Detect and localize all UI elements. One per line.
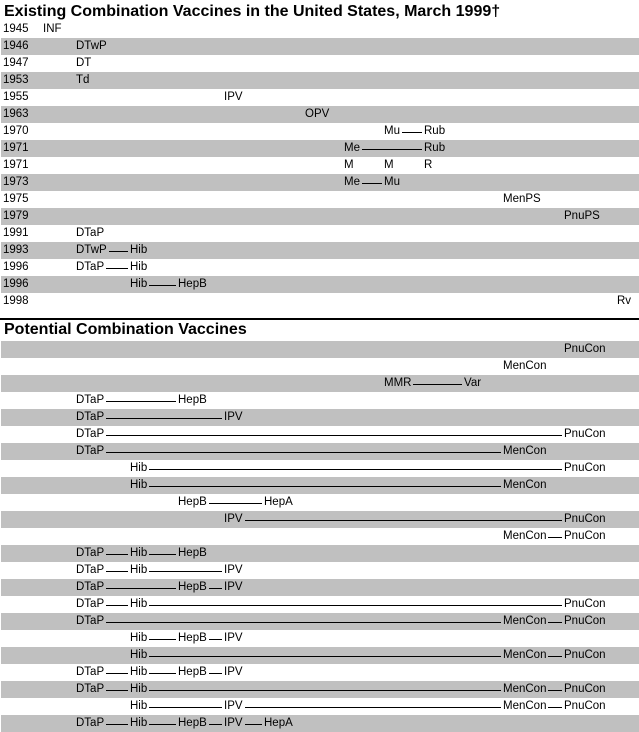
- combination-connector: [106, 435, 562, 436]
- combination-connector: [106, 673, 128, 674]
- vaccine-label: DT: [76, 57, 92, 69]
- table-row: [1, 579, 639, 596]
- vaccine-label: Rub: [424, 125, 446, 137]
- vaccine-label: DTaP: [76, 564, 105, 576]
- table-row: [1, 38, 639, 55]
- vaccine-label: HepA: [264, 717, 293, 729]
- combination-connector: [106, 268, 128, 269]
- combination-connector: [106, 401, 176, 402]
- combination-connector: [149, 554, 176, 555]
- table-row: [1, 443, 639, 460]
- combination-connector: [548, 656, 562, 657]
- combination-connector: [106, 622, 501, 623]
- year-label: 1973: [3, 176, 29, 188]
- table-row: [1, 375, 639, 392]
- table-row: [1, 293, 639, 310]
- vaccine-label: IPV: [224, 564, 243, 576]
- combination-connector: [209, 639, 222, 640]
- vaccine-label: Hib: [130, 244, 148, 256]
- combination-connector: [149, 707, 222, 708]
- vaccine-label: DTaP: [76, 615, 105, 627]
- vaccine-label: PnuCon: [564, 428, 606, 440]
- vaccine-label: IPV: [224, 91, 243, 103]
- vaccine-label: HepB: [178, 666, 207, 678]
- combination-connector: [149, 656, 501, 657]
- existing-vaccines-table: [0, 21, 639, 310]
- vaccine-label: MenCon: [503, 479, 547, 491]
- vaccine-label: Hib: [130, 700, 148, 712]
- vaccine-label: Mu: [384, 176, 400, 188]
- combination-connector: [548, 537, 562, 538]
- combination-connector: [149, 724, 176, 725]
- combination-connector: [149, 690, 501, 691]
- vaccine-label: Hib: [130, 683, 148, 695]
- combination-connector: [149, 673, 176, 674]
- year-label: 1998: [3, 295, 29, 307]
- year-label: 1971: [3, 159, 29, 171]
- combination-connector: [106, 554, 128, 555]
- vaccine-label: MenCon: [503, 530, 547, 542]
- table-row: [1, 208, 639, 225]
- vaccine-label: PnuCon: [564, 530, 606, 542]
- combination-connector: [209, 673, 222, 674]
- vaccine-label: Var: [464, 377, 482, 389]
- vaccine-label: DTaP: [76, 666, 105, 678]
- vaccine-label: HepB: [178, 547, 207, 559]
- vaccine-label: MenPS: [503, 193, 541, 205]
- vaccine-label: MMR: [384, 377, 412, 389]
- combination-connector: [548, 707, 562, 708]
- vaccine-label: Td: [76, 74, 90, 86]
- vaccine-label: PnuCon: [564, 649, 606, 661]
- combination-connector: [209, 503, 262, 504]
- vaccine-label: PnuCon: [564, 683, 606, 695]
- table-row: [1, 72, 639, 89]
- table-row: [1, 477, 639, 494]
- vaccine-label: HepA: [264, 496, 293, 508]
- combination-connector: [106, 588, 176, 589]
- vaccine-label: Me: [344, 176, 360, 188]
- table-row: [1, 191, 639, 208]
- table-row: [1, 562, 639, 579]
- vaccine-label: IPV: [224, 700, 243, 712]
- table-row: [1, 528, 639, 545]
- table-row: [1, 647, 639, 664]
- vaccine-label: DTaP: [76, 261, 105, 273]
- vaccine-label: MenCon: [503, 615, 547, 627]
- table-row: [1, 123, 639, 140]
- combination-connector: [413, 384, 462, 385]
- table-row: [1, 242, 639, 259]
- table-row: [1, 341, 639, 358]
- vaccine-label: DTwP: [76, 40, 107, 52]
- vaccine-label: DTaP: [76, 445, 105, 457]
- vaccine-label: M: [344, 159, 354, 171]
- vaccine-label: M: [384, 159, 394, 171]
- vaccine-label: IPV: [224, 411, 243, 423]
- combination-connector: [149, 571, 222, 572]
- year-label: 1996: [3, 278, 29, 290]
- existing-section-title: Existing Combination Vaccines in the United States, March 1999†: [4, 3, 501, 20]
- combination-connector: [548, 622, 562, 623]
- table-row: [1, 698, 639, 715]
- year-label: 1979: [3, 210, 29, 222]
- table-row: [1, 545, 639, 562]
- table-row: [1, 225, 639, 242]
- table-row: [1, 106, 639, 123]
- combination-connector: [109, 251, 128, 252]
- combination-connector: [245, 520, 562, 521]
- year-label: 1947: [3, 57, 29, 69]
- vaccine-label: Hib: [130, 598, 148, 610]
- vaccine-label: Hib: [130, 547, 148, 559]
- table-row: [1, 276, 639, 293]
- year-label: 1996: [3, 261, 29, 273]
- vaccine-label: R: [424, 159, 433, 171]
- table-row: [1, 460, 639, 477]
- vaccine-label: DTaP: [76, 598, 105, 610]
- potential-section-title: Potential Combination Vaccines: [4, 321, 247, 338]
- combination-connector: [149, 469, 562, 470]
- combination-connector: [106, 690, 128, 691]
- combination-connector: [402, 132, 422, 133]
- vaccine-label: MenCon: [503, 683, 547, 695]
- vaccine-label: DTaP: [76, 683, 105, 695]
- vaccine-label: Hib: [130, 278, 148, 290]
- vaccine-label: Hib: [130, 479, 148, 491]
- vaccine-label: MenCon: [503, 360, 547, 372]
- vaccine-label: DTwP: [76, 244, 107, 256]
- combination-connector: [149, 486, 501, 487]
- vaccine-label: Hib: [130, 462, 148, 474]
- year-label: 1946: [3, 40, 29, 52]
- table-row: [1, 140, 639, 157]
- table-row: [1, 613, 639, 630]
- vaccine-label: PnuPS: [564, 210, 600, 222]
- table-row: [1, 259, 639, 276]
- year-label: 1963: [3, 108, 29, 120]
- vaccine-label: IPV: [224, 666, 243, 678]
- table-row: [1, 494, 639, 511]
- vaccine-label: HepB: [178, 581, 207, 593]
- vaccine-label: HepB: [178, 394, 207, 406]
- year-label: 1970: [3, 125, 29, 137]
- year-label: 1945: [3, 23, 29, 35]
- table-row: [1, 55, 639, 72]
- table-row: [1, 715, 639, 732]
- table-row: [1, 392, 639, 409]
- table-row: [1, 681, 639, 698]
- combination-connector: [362, 149, 422, 150]
- vaccine-label: Me: [344, 142, 360, 154]
- vaccine-label: PnuCon: [564, 462, 606, 474]
- vaccine-label: PnuCon: [564, 343, 606, 355]
- table-row: [1, 426, 639, 443]
- year-label: 1953: [3, 74, 29, 86]
- table-row: [1, 174, 639, 191]
- vaccine-label: HepB: [178, 717, 207, 729]
- vaccine-label: PnuCon: [564, 513, 606, 525]
- vaccine-label: DTaP: [76, 411, 105, 423]
- vaccine-label: INF: [43, 23, 62, 35]
- vaccine-label: MenCon: [503, 700, 547, 712]
- vaccine-label: Hib: [130, 261, 148, 273]
- combination-connector: [362, 183, 382, 184]
- table-row: [1, 511, 639, 528]
- combination-connector: [106, 452, 501, 453]
- vaccine-label: IPV: [224, 632, 243, 644]
- combination-connector: [548, 690, 562, 691]
- vaccine-label: Hib: [130, 564, 148, 576]
- vaccine-label: IPV: [224, 581, 243, 593]
- combination-connector: [106, 605, 128, 606]
- vaccine-label: PnuCon: [564, 598, 606, 610]
- vaccine-label: Mu: [384, 125, 400, 137]
- vaccine-label: HepB: [178, 632, 207, 644]
- vaccine-label: Hib: [130, 717, 148, 729]
- combination-connector: [106, 571, 128, 572]
- combination-connector: [209, 588, 222, 589]
- vaccine-label: MenCon: [503, 649, 547, 661]
- combination-connector: [245, 707, 501, 708]
- table-row: [1, 664, 639, 681]
- table-row: [1, 358, 639, 375]
- vaccine-label: DTaP: [76, 717, 105, 729]
- table-row: [1, 409, 639, 426]
- vaccine-label: DTaP: [76, 428, 105, 440]
- combination-connector: [209, 724, 222, 725]
- table-row: [1, 157, 639, 174]
- vaccine-label: Hib: [130, 649, 148, 661]
- year-label: 1975: [3, 193, 29, 205]
- year-label: 1955: [3, 91, 29, 103]
- vaccine-label: PnuCon: [564, 700, 606, 712]
- vaccine-label: IPV: [224, 717, 243, 729]
- vaccine-label: PnuCon: [564, 615, 606, 627]
- table-row: [1, 89, 639, 106]
- table-row: [1, 596, 639, 613]
- vaccine-label: Rv: [617, 295, 632, 307]
- combination-connector: [149, 605, 562, 606]
- potential-vaccines-table: [0, 341, 639, 732]
- table-row: [1, 630, 639, 647]
- year-label: 1971: [3, 142, 29, 154]
- vaccine-label: HepB: [178, 496, 207, 508]
- combination-connector: [149, 285, 176, 286]
- vaccine-label: OPV: [305, 108, 330, 120]
- combination-connector: [149, 639, 176, 640]
- vaccine-label: DTaP: [76, 547, 105, 559]
- year-label: 1991: [3, 227, 29, 239]
- vaccine-label: HepB: [178, 278, 207, 290]
- vaccine-label: DTaP: [76, 394, 105, 406]
- combination-connector: [106, 724, 128, 725]
- vaccine-label: Hib: [130, 632, 148, 644]
- vaccine-label: IPV: [224, 513, 243, 525]
- vaccine-label: DTaP: [76, 581, 105, 593]
- combination-connector: [106, 418, 222, 419]
- vaccine-label: Rub: [424, 142, 446, 154]
- vaccine-label: Hib: [130, 666, 148, 678]
- vaccine-label: DTaP: [76, 227, 105, 239]
- table-row: [1, 21, 639, 38]
- combination-connector: [245, 724, 262, 725]
- year-label: 1993: [3, 244, 29, 256]
- vaccine-label: MenCon: [503, 445, 547, 457]
